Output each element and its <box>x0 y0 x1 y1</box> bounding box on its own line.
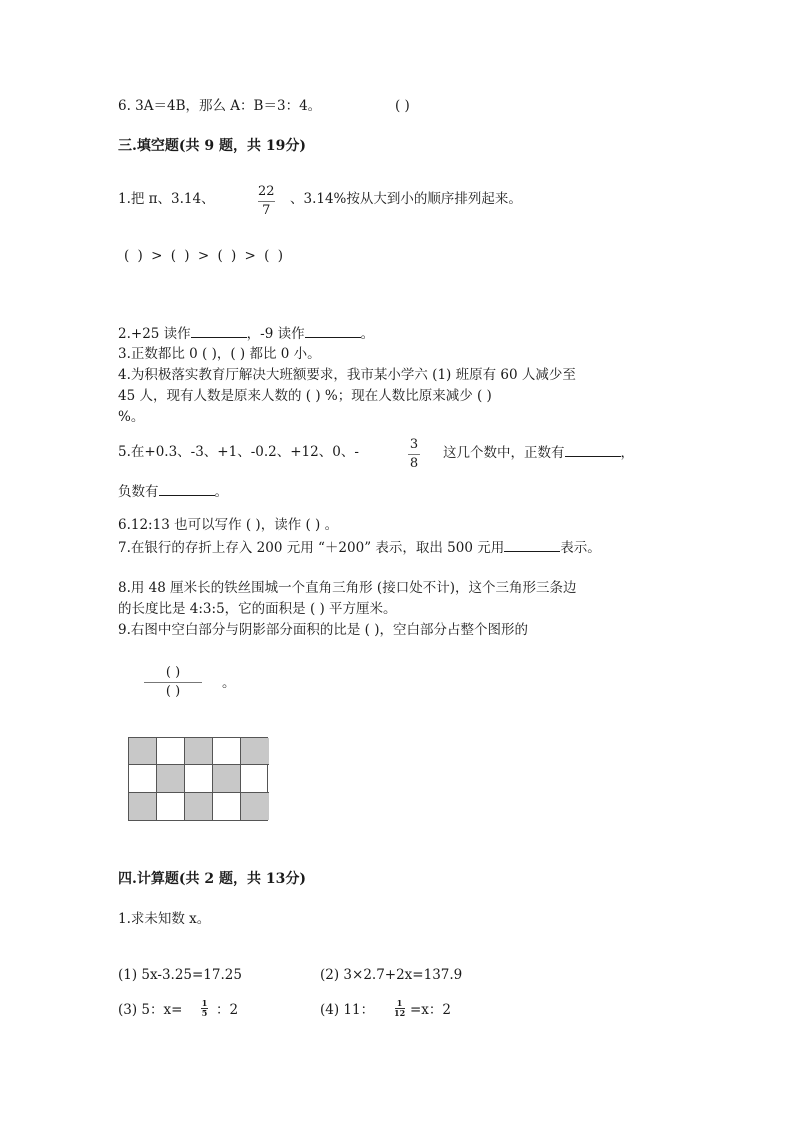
grid-cell-shaded <box>129 793 157 820</box>
grid-cell-blank <box>213 738 241 765</box>
question-9-end: 。 <box>222 675 236 691</box>
question-8-line-2: 的长度比是 4:3:5，它的面积是 ( ) 平方厘米。 <box>118 601 397 617</box>
question-1-suffix: 、3.14%按从大到小的顺序排列起来。 <box>290 191 522 207</box>
grid-cell-blank <box>157 738 185 765</box>
question-1-blanks[interactable]: ( ) > ( ) > ( ) > ( ) <box>124 248 283 264</box>
question-8-line-1: 8.用 48 厘米长的铁丝围城一个直角三角形 (接口处不计)，这个三角形三条边 <box>118 580 577 596</box>
answer-blank[interactable]: ( ) <box>395 98 410 114</box>
answer-blank[interactable] <box>504 538 560 552</box>
section-heading-calculation: 四.计算题(共 2 题，共 13分) <box>118 871 306 887</box>
equation-4-prefix: (4) 11： <box>320 1002 375 1018</box>
equation-3-suffix: ：2 <box>216 1002 239 1018</box>
question-4-line-1: 4.为积极落实教育厅解决大班额要求，我市某小学六 (1) 班原有 60 人减少至 <box>118 367 576 383</box>
fraction-bar <box>258 201 275 202</box>
grid-cell-blank <box>185 765 213 792</box>
grid-cell-shaded <box>129 738 157 765</box>
grid-cell-shaded <box>241 793 269 820</box>
question-3: 3.正数都比 0 ( )，( ) 都比 0 小。 <box>118 346 321 362</box>
grid-cell-shaded <box>185 793 213 820</box>
question-5-suffix: 这几个数中，正数有 ， <box>443 445 634 461</box>
fraction-1-5: 1 5 <box>201 998 208 1018</box>
grid-cell-shaded <box>213 765 241 792</box>
equation-1: (1) 5x-3.25=17.25 <box>118 967 242 983</box>
fraction-3-8: 3 8 <box>409 437 419 471</box>
grid-cell-blank <box>241 765 269 792</box>
grid-cell-shaded <box>241 738 269 765</box>
grid-cell-shaded <box>185 738 213 765</box>
question-9-line-1: 9.右图中空白部分与阴影部分面积的比是 ( )，空白部分占整个图形的 <box>118 622 528 638</box>
equation-4-suffix: =x：2 <box>410 1002 452 1018</box>
question-1-prefix: 1.把 π、3.14、 <box>118 191 215 207</box>
answer-blank[interactable] <box>565 443 621 457</box>
question-5-prefix: 5.在+0.3、-3、+1、-0.2、+12、0、- <box>118 444 359 460</box>
fraction-bar <box>144 682 202 683</box>
answer-blank[interactable] <box>159 482 215 496</box>
answer-blank[interactable] <box>305 324 361 338</box>
question-4-line-2: 45 人，现有人数是原来人数的 ( ) %；现在人数比原来减少 ( ) <box>118 388 492 404</box>
fraction-22-7: 22 7 <box>258 184 275 218</box>
equation-3-prefix: (3) 5：x= <box>118 1002 183 1018</box>
question-4-line-3: %。 <box>118 409 145 425</box>
answer-blank[interactable] <box>191 324 247 338</box>
section-heading-fill-blanks: 三.填空题(共 9 题，共 19分) <box>118 138 306 154</box>
question-2: 2.+25 读作 ，-9 读作 。 <box>118 326 375 342</box>
fraction-bar <box>408 454 420 455</box>
question-5-line-2: 负数有 。 <box>118 484 228 500</box>
grid-cell-blank <box>129 765 157 792</box>
fraction-1-12: 1 12 <box>394 998 406 1018</box>
equation-2: (2) 3×2.7+2x=137.9 <box>320 967 463 983</box>
prev-question-6: 6. 3A＝4B，那么 A：B＝3：4。 <box>118 98 322 114</box>
grid-cell-shaded <box>157 765 185 792</box>
shaded-grid-figure <box>128 737 268 821</box>
calc-question-1-title: 1.求未知数 x。 <box>118 911 211 927</box>
fraction-blank[interactable]: ( ) ( ) <box>144 666 202 699</box>
grid-cell-blank <box>157 793 185 820</box>
question-7: 7.在银行的存折上存入 200 元用 “＋200” 表示，取出 500 元用 表示。 <box>118 540 601 556</box>
question-6: 6.12:13 也可以写作 ( )，读作 ( ) 。 <box>118 517 339 533</box>
grid-cell-blank <box>213 793 241 820</box>
